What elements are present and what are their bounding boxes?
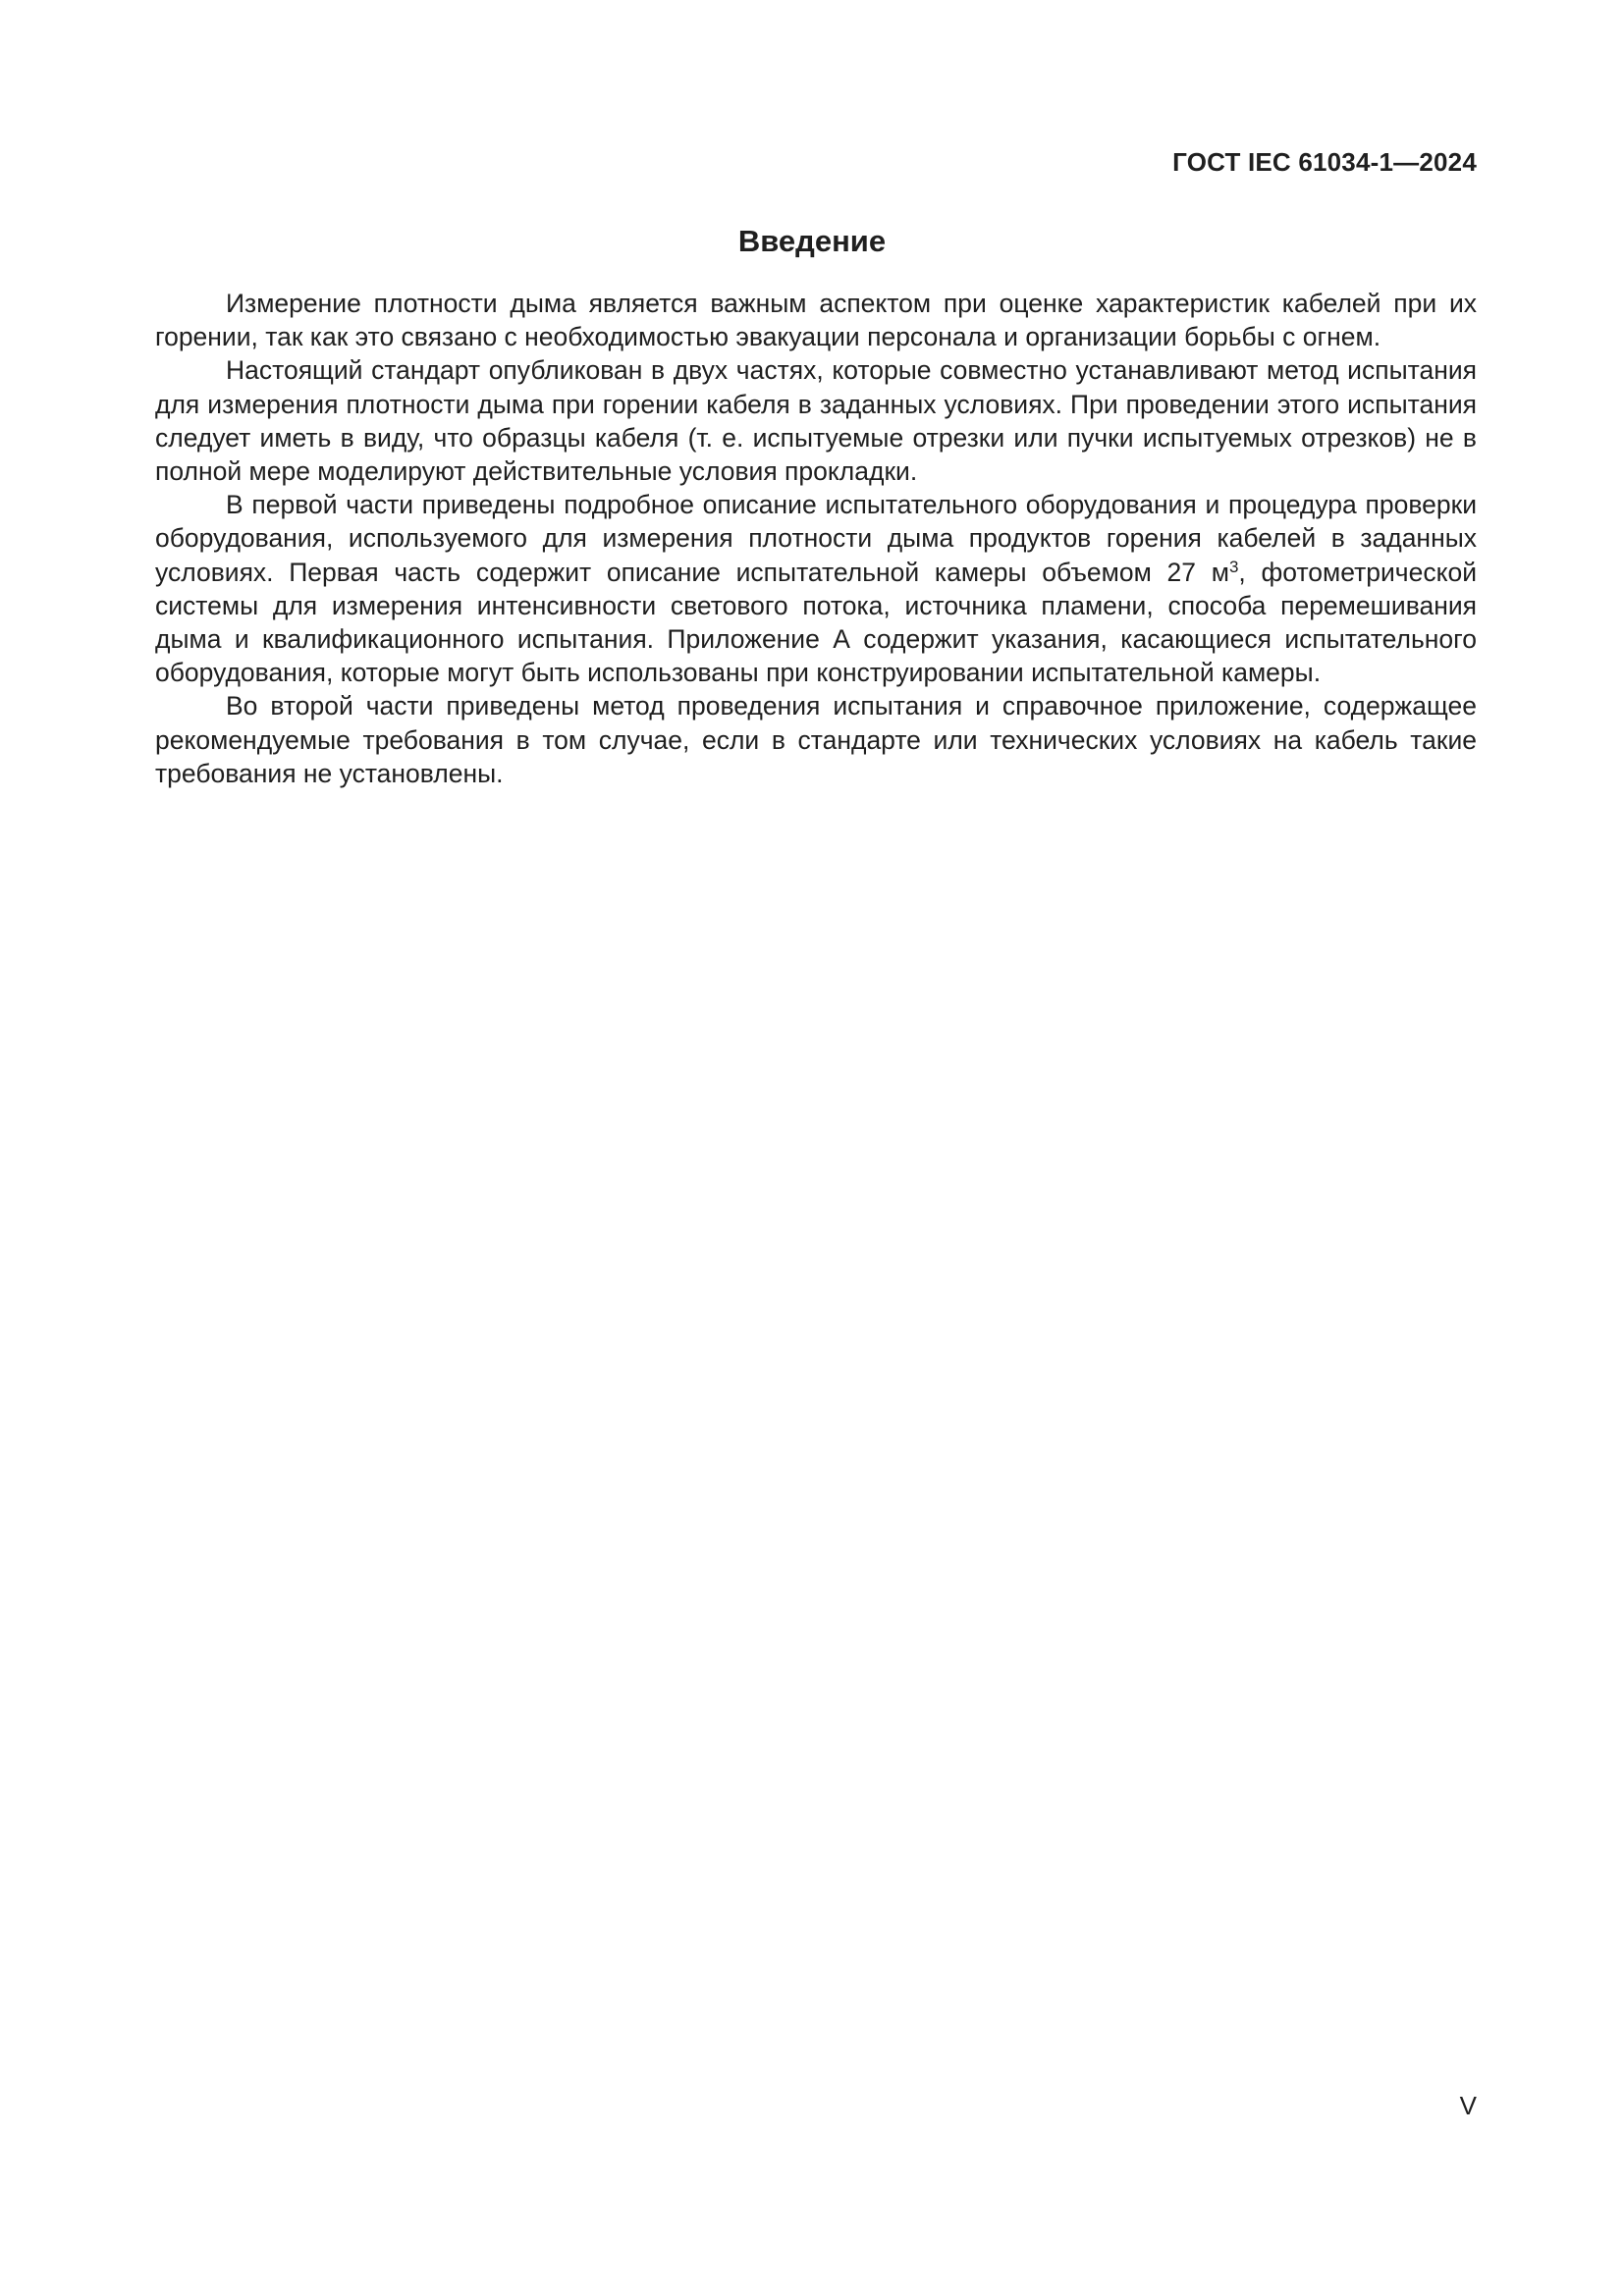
paragraph-4: Во второй части приведены метод проведения испытания и справочное приложение, содержащее рекомендуемые требования в том случае, если в стандарте или технических условиях на кабель такие требования не установлены. [155,691,1477,788]
introduction-body [155,287,1477,790]
page-number: V [1459,2091,1477,2120]
superscript-cubic: 3 [1228,557,1239,576]
section-title: Введение [737,224,887,258]
document-code-header: ГОСТ IEC 61034-1—2024 [1172,147,1477,177]
paragraph-3-part-1: В первой части приведены подробное описание испытательного оборудования и процедура проверки оборудования, используемого для измерения плотности дыма продуктов горения кабелей в заданных условиях. Первая часть содержит описание испытательной камеры объемом 27 м [155,490,1477,587]
paragraph-3-part-2: , фотометрической системы для измерения интенсивности светового потока, источника пламени, способа перемешивания дыма и квалификационного испытания. Приложение А содержит указания, касающиеся испытательного оборудования, которые могут быть использованы при конструировании испытательной камеры. [155,557,1478,688]
paragraph-3 [155,488,1477,689]
paragraph-1: Измерение плотности дыма является важным аспектом при оценке характеристик кабелей при их горении, так как это связано с необходимостью эвакуации персонала и организации борьбы с огнем. [155,289,1477,352]
paragraph-2: Настоящий стандарт опубликован в двух частях, которые совместно устанавливают метод испытания для измерения плотности дыма при горении кабеля в заданных условиях. При проведении этого испытания следует иметь в виду, что образцы кабеля (т. е. испытуемые отрезки или пучки испытуемых отрезков) не в полной мере моделируют действительные условия прокладки. [155,355,1477,487]
